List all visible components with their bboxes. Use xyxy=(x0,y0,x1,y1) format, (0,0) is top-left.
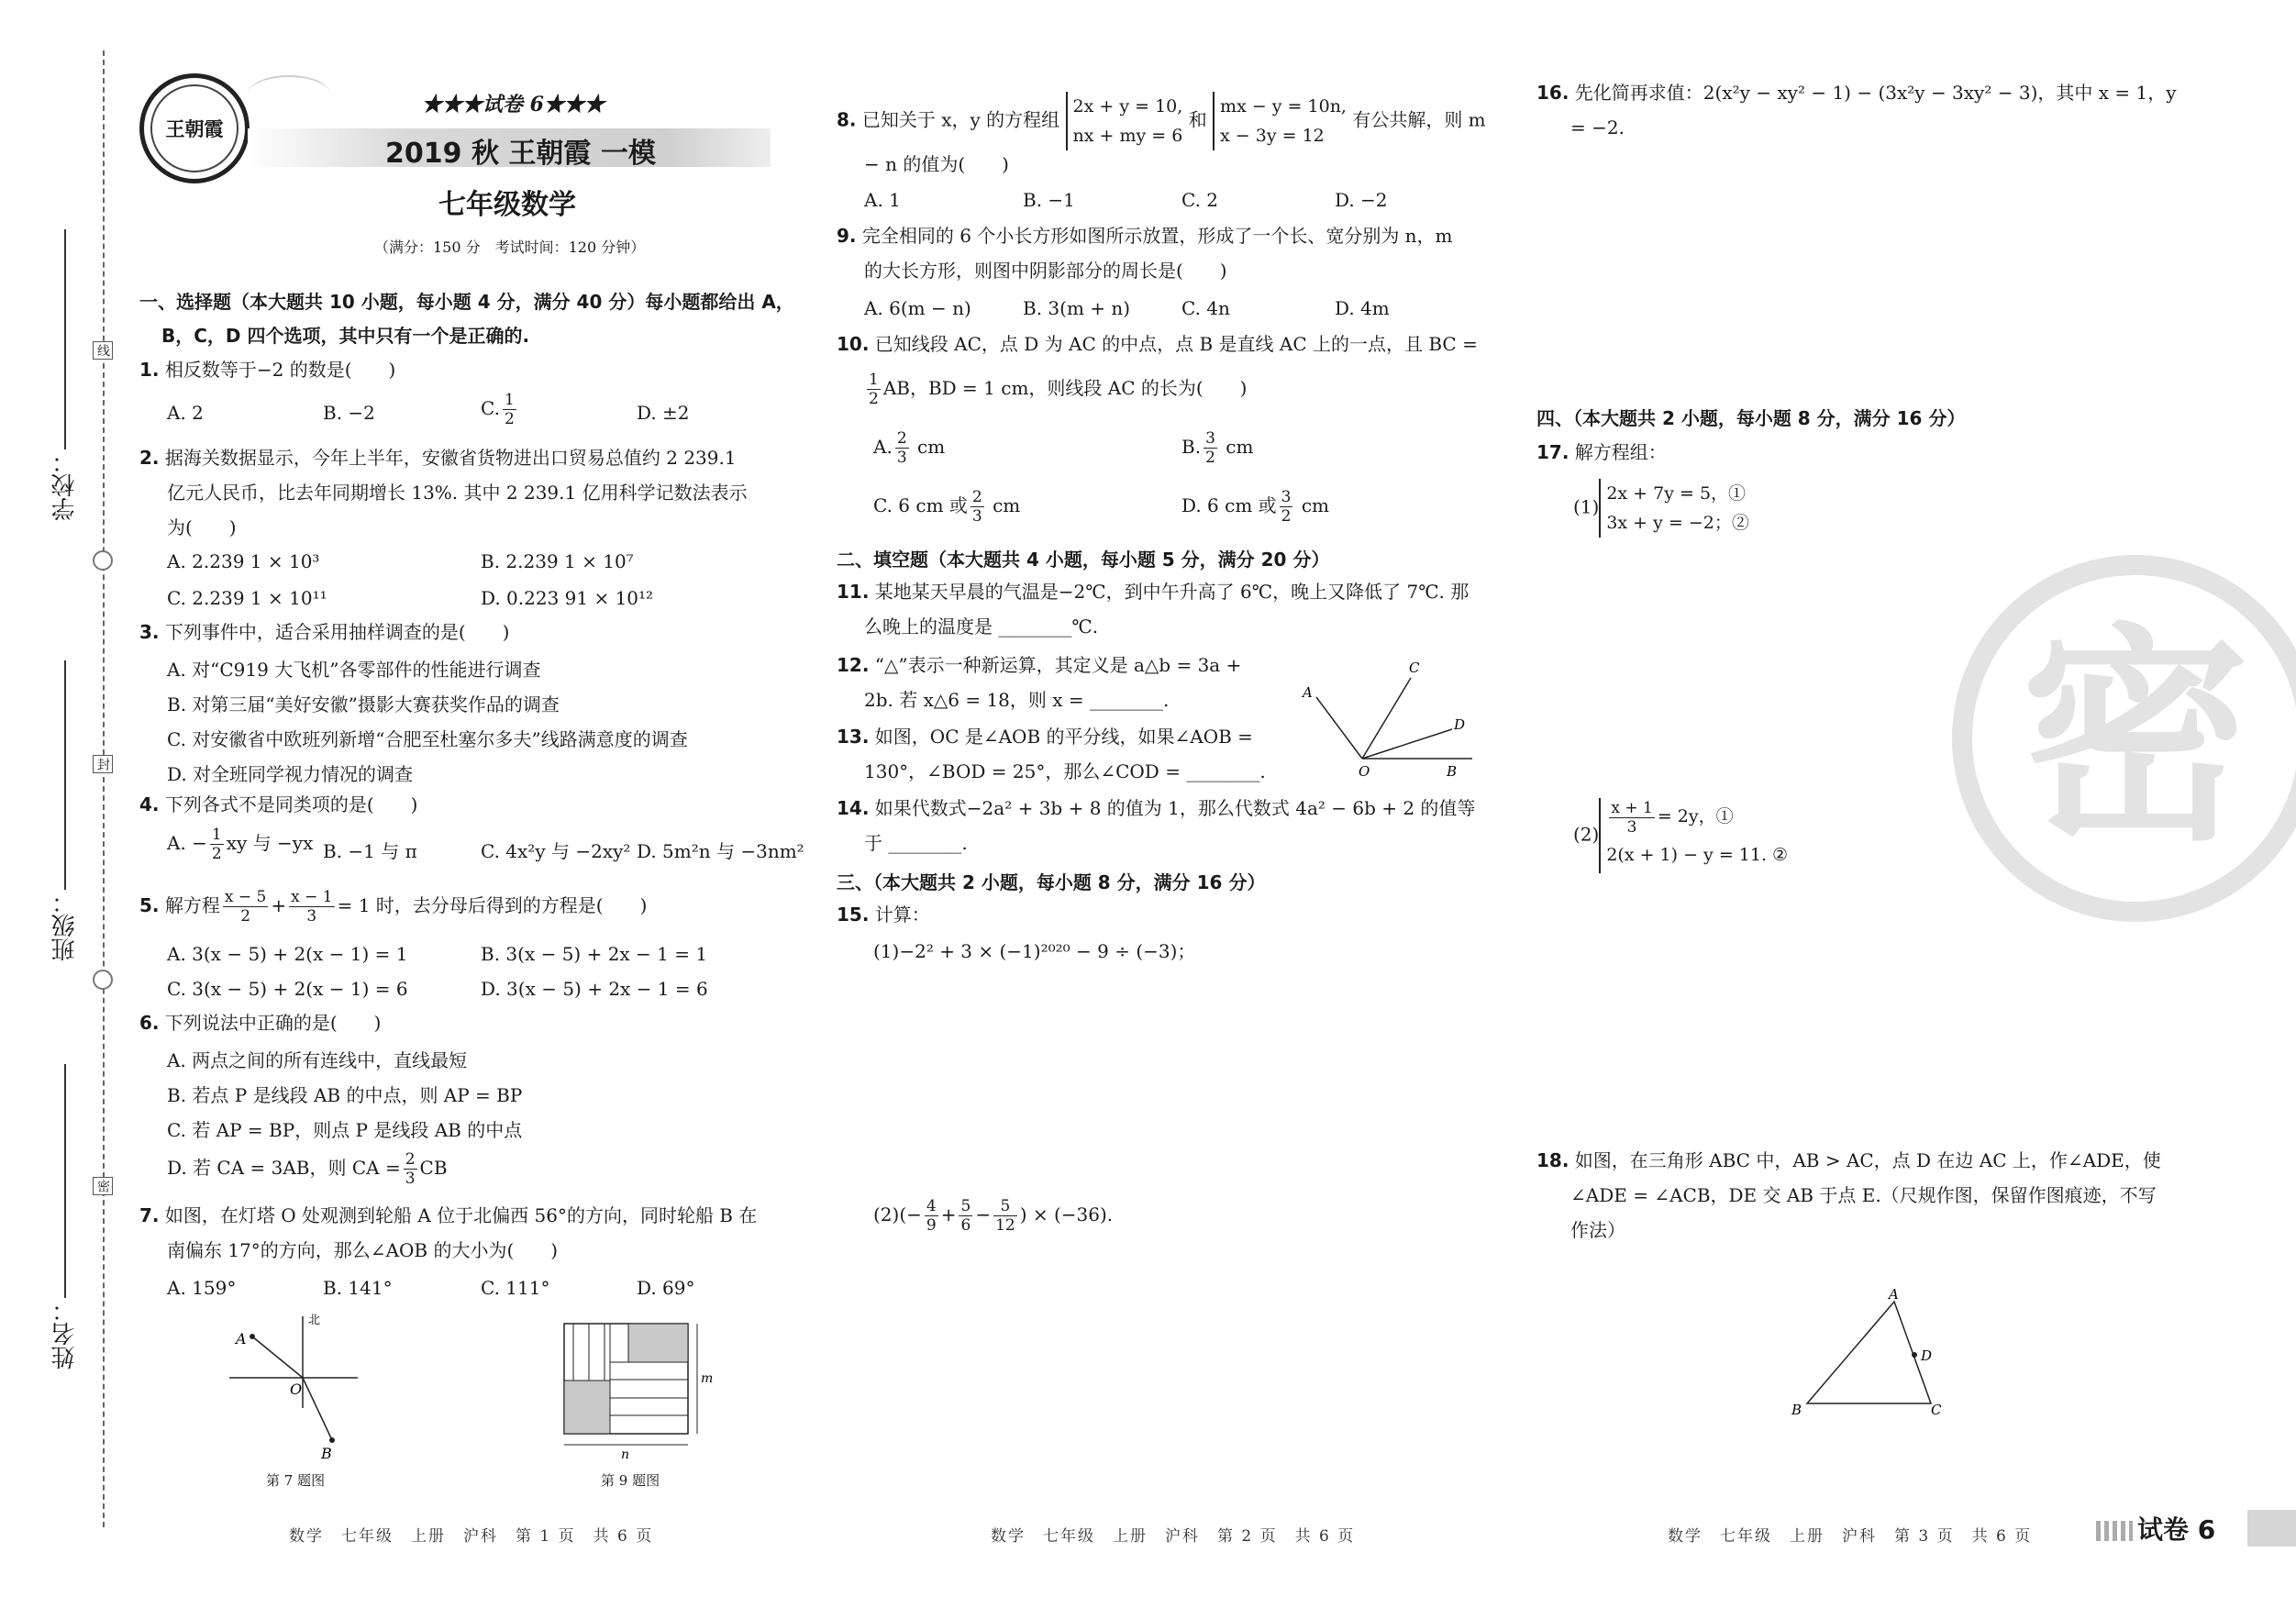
q5-fraction-1: $\frac{x - 5}{2}$ xyxy=(224,888,267,926)
fig18-label-d: D xyxy=(1921,1347,1933,1364)
q9-option-d[interactable]: D. 4m xyxy=(1335,297,1390,319)
q3-text: 下列事件中，适合采用抽样调查的是( ) xyxy=(164,621,510,643)
exam-meta: （满分：150 分 考试时间：120 分钟） xyxy=(374,238,646,256)
fig13-label-c: C xyxy=(1409,660,1420,676)
q9-line1: 完全相同的 6 个小长方形如图所示放置，形成了一个长、宽分别为 n，m xyxy=(861,225,1453,247)
q5-option-a[interactable]: A. 3(x − 5) + 2(x − 1) = 1 xyxy=(167,943,408,965)
q9-option-c[interactable]: C. 4n xyxy=(1181,297,1230,319)
q6-number: 6. xyxy=(139,1012,160,1034)
section1-title-2: B，C，D 四个选项，其中只有一个是正确的. xyxy=(161,325,530,347)
q8-pre: 已知关于 x，y 的方程组 xyxy=(861,108,1060,131)
footer-tag-bar xyxy=(2247,1510,2296,1547)
q15-fraction-3: $\frac{5}{12}$ xyxy=(995,1197,1015,1235)
q2-line3: 为( ) xyxy=(167,516,237,538)
q17-fraction: $\frac{x + 1}{3}$ xyxy=(1611,798,1653,837)
ribbon-decoration xyxy=(248,75,330,114)
fig18-label-b: B xyxy=(1791,1402,1802,1418)
q8-option-b[interactable]: B. −1 xyxy=(1023,189,1075,211)
q17-system-1: 2x + 7y = 5，① 3x + y = −2；② xyxy=(1599,479,1749,538)
q8-line2: − n 的值为( ) xyxy=(864,153,1009,175)
q15-part2: (2)(− $\frac{4}{9}$ + $\frac{5}{6}$ − $\frac{5}{12}$ ) × (−36). xyxy=(873,1197,1114,1235)
binder-hole-icon xyxy=(93,970,113,990)
subject-title: 七年级数学 xyxy=(438,189,576,221)
q1-c-label: C. xyxy=(481,397,500,419)
footer-dots-decoration xyxy=(2096,1521,2133,1541)
q12-number: 12. xyxy=(837,654,870,676)
q4-option-c[interactable]: C. 4x²y 与 −2xy² xyxy=(481,840,631,862)
q6-option-b[interactable]: B. 若点 P 是线段 AB 的中点，则 AP = BP xyxy=(167,1084,523,1106)
q9-line2: 的大长方形，则图中阴影部分的周长是( ) xyxy=(864,260,1227,282)
q16-line2: = −2. xyxy=(1570,116,1625,139)
q10-number: 10. xyxy=(837,333,870,355)
q17-number: 17. xyxy=(1536,441,1569,463)
name-field[interactable] xyxy=(64,1064,66,1298)
q1-option-c[interactable] xyxy=(481,391,519,428)
q8-option-d[interactable]: D. −2 xyxy=(1335,189,1388,211)
q17-answer-area-1[interactable] xyxy=(1573,550,1940,780)
q9-stem xyxy=(837,218,1453,253)
footer-page-2: 数学 七年级 上册 沪科 第 2 页 共 6 页 xyxy=(991,1527,1356,1546)
fig7-north-label: 北 xyxy=(308,1314,321,1327)
q4-stem xyxy=(139,787,417,822)
q8-and: 和 xyxy=(1188,108,1207,131)
figure-7-caption: 第 7 题图 xyxy=(266,1472,326,1489)
q2-option-b[interactable]: B. 2.239 1 × 10⁷ xyxy=(481,550,634,572)
q14-number: 14. xyxy=(837,797,870,819)
footer-paper-tag: 试卷 6 xyxy=(2137,1514,2216,1545)
q15-number: 15. xyxy=(837,904,870,926)
paper-tag: ★★★试卷 6★★★ xyxy=(422,93,605,116)
q1-option-b[interactable]: B. −2 xyxy=(323,402,375,424)
q12-line2: 2b. 若 x△6 = 18，则 x = ________. xyxy=(864,689,1170,711)
q16-line1: 先化简再求值：2(x²y − xy² − 1) − (3x²y − 3xy² − 3)，其中 x = 1，y xyxy=(1574,82,2177,104)
section3-title: 三、（本大题共 2 小题，每小题 8 分，满分 16 分） xyxy=(837,871,1266,893)
q16-stem xyxy=(1536,75,2177,110)
q10-fraction: $\frac{1}{2}$ xyxy=(869,371,879,408)
q16-answer-area[interactable] xyxy=(1570,151,2249,399)
figure-7-compass-diagram xyxy=(220,1307,376,1463)
q14-line2: 于 ________. xyxy=(864,832,968,854)
q3-number: 3. xyxy=(139,621,160,643)
q17-text: 解方程组： xyxy=(1574,441,1667,463)
figure-9-rectangles-diagram xyxy=(555,1316,720,1463)
name-label: 姓名： xyxy=(51,1298,79,1370)
seal-mark-mi: 密 xyxy=(93,1177,113,1195)
q3-option-b[interactable]: B. 对第三届“美好安徽”摄影大赛获奖作品的调查 xyxy=(167,693,560,715)
section2-title: 二、填空题（本大题共 4 小题，每小题 5 分，满分 20 分） xyxy=(837,549,1330,571)
q6-option-d[interactable] xyxy=(167,1150,448,1188)
watermark-text: 密 xyxy=(2021,604,2250,871)
q11-line2: 么晚上的温度是 ________℃. xyxy=(864,616,1099,638)
exam-title: 2019 秋 王朝霞 一模 xyxy=(385,138,656,170)
q1-text: 相反数等于−2 的数是( ) xyxy=(164,359,396,381)
q17-system-2: $\frac{x + 1}{3}$ = 2y，① 2(x + 1) − y = 11. ② xyxy=(1599,798,1788,873)
q2-option-c[interactable]: C. 2.239 1 × 10¹¹ xyxy=(167,587,327,609)
q10-line2 xyxy=(864,371,1248,408)
q4-option-b[interactable]: B. −1 与 π xyxy=(323,840,417,862)
q4-a-sign: A. − xyxy=(167,832,207,854)
q1-option-a[interactable]: A. 2 xyxy=(167,402,204,424)
q7-option-a[interactable]: A. 159° xyxy=(167,1277,237,1299)
q13-stem xyxy=(837,719,1253,754)
q7-option-b[interactable]: B. 141° xyxy=(323,1277,393,1299)
q5-number: 5. xyxy=(139,894,160,916)
q6-option-a[interactable]: A. 两点之间的所有连线中，直线最短 xyxy=(167,1049,468,1071)
q13-line2: 130°，∠BOD = 25°，那么∠COD = ________. xyxy=(864,760,1266,782)
q11-line1: 某地某天早晨的气温是−2℃，到中午升高了 6℃，晚上又降低了 7℃. 那 xyxy=(874,581,1470,603)
q18-stem xyxy=(1536,1143,2161,1178)
q2-number: 2. xyxy=(139,447,160,469)
fig9-label-n: n xyxy=(621,1447,630,1462)
q17-part2: (2) $\frac{x + 1}{3}$ = 2y，① 2(x + 1) − y = 11. ② xyxy=(1573,798,1788,873)
q5-option-b[interactable]: B. 3(x − 5) + 2x − 1 = 1 xyxy=(481,943,708,965)
school-field[interactable] xyxy=(64,229,66,449)
q15-stem xyxy=(837,897,930,932)
q2-stem xyxy=(139,440,737,475)
q15-answer-area-2[interactable] xyxy=(873,1257,1323,1486)
q6-d-fraction: $\frac{2}{3}$ xyxy=(405,1150,416,1188)
q10-c-fraction: $\frac{2}{3}$ xyxy=(971,488,982,526)
q13-number: 13. xyxy=(837,726,870,748)
q8-option-c[interactable]: C. 2 xyxy=(1181,189,1219,211)
q12-stem xyxy=(837,648,1241,682)
q3-option-c[interactable]: C. 对安徽省中欧班列新增“合肥至杜塞尔多夫”线路满意度的调查 xyxy=(167,728,688,750)
section1-title: 一、选择题（本大题共 10 小题，每小题 4 分，满分 40 分）每小题都给出 A， xyxy=(139,291,794,313)
q2-option-d[interactable]: D. 0.223 91 × 10¹² xyxy=(481,587,654,609)
q7-option-c[interactable]: C. 111° xyxy=(481,1277,550,1299)
section4-title: 四、（本大题共 2 小题，每小题 8 分，满分 16 分） xyxy=(1536,407,1966,429)
q5-stem xyxy=(139,888,647,926)
q7-option-d[interactable]: D. 69° xyxy=(637,1277,695,1299)
q7-line1: 如图，在灯塔 O 处观测到轮船 A 位于北偏西 56°的方向，同时轮船 B 在 xyxy=(164,1204,758,1226)
fig9-label-m: m xyxy=(701,1371,714,1386)
fig13-label-o: O xyxy=(1359,763,1370,780)
binding-dashed-line xyxy=(103,50,105,1527)
q8-system-1: 2x + y = 10, nx + my = 6 xyxy=(1066,92,1183,150)
q10-option-c[interactable]: C. 6 cm 或 $\frac{2}{3}$ cm xyxy=(873,488,1021,526)
q10-line1: 已知线段 AC，点 D 为 AC 的中点，点 B 是直线 AC 上的一点，且 BC = xyxy=(874,333,1478,355)
q9-option-b[interactable]: B. 3(m + n) xyxy=(1023,297,1131,319)
q7-stem xyxy=(139,1198,757,1233)
q17-stem xyxy=(1536,435,1667,470)
q1-stem xyxy=(139,352,395,387)
figure-13-angle-diagram xyxy=(1298,656,1481,784)
q3-stem xyxy=(139,615,509,649)
q4-option-d[interactable]: D. 5m²n 与 −3nm² xyxy=(637,840,804,862)
q5-fraction-2: $\frac{x - 1}{3}$ xyxy=(291,888,333,926)
figure-18-triangle-diagram xyxy=(1784,1289,1968,1426)
q4-a-rest: xy 与 −yx xyxy=(226,832,314,854)
q11-stem xyxy=(837,574,1469,609)
q18-line1: 如图，在三角形 ABC 中，AB > AC，点 D 在边 AC 上，作∠ADE，使 xyxy=(1574,1149,2161,1171)
q9-number: 9. xyxy=(837,225,857,247)
q8-number: 8. xyxy=(837,108,857,131)
fig18-label-a: A xyxy=(1889,1289,1899,1303)
q8-stem xyxy=(837,92,1486,150)
fig13-label-a: A xyxy=(1303,684,1313,701)
fig7-label-a: A xyxy=(236,1330,247,1347)
school-label: 学校： xyxy=(51,449,79,521)
q6-stem xyxy=(139,1005,381,1040)
q11-number: 11. xyxy=(837,581,870,603)
q9-option-a[interactable]: A. 6(m − n) xyxy=(864,297,971,319)
q6-d-post: CB xyxy=(419,1157,448,1179)
q3-option-a[interactable]: A. 对“C919 大飞机”各零部件的性能进行调查 xyxy=(167,659,541,681)
q1-option-d[interactable]: D. ±2 xyxy=(637,402,690,424)
fig13-label-d: D xyxy=(1454,716,1466,733)
q5-post: = 1 时，去分母后得到的方程是( ) xyxy=(337,894,648,916)
q4-a-fraction: $\frac{1}{2}$ xyxy=(211,826,222,863)
q10-stem xyxy=(837,327,1478,361)
q15-fraction-1: $\frac{4}{9}$ xyxy=(926,1197,937,1235)
q6-option-c[interactable]: C. 若 AP = BP，则点 P 是线段 AB 的中点 xyxy=(167,1119,523,1141)
q15-answer-area-1[interactable] xyxy=(873,972,1323,1183)
q15-fraction-2: $\frac{5}{6}$ xyxy=(960,1197,971,1235)
seal-mark-feng: 封 xyxy=(93,755,113,773)
watermark-seal xyxy=(1952,555,2296,922)
fig18-label-c: C xyxy=(1931,1402,1942,1418)
q7-number: 7. xyxy=(139,1204,160,1226)
q6-d-pre: D. 若 CA = 3AB，则 CA = xyxy=(167,1157,401,1179)
q14-line1: 如果代数式−2a² + 3b + 8 的值为 1，那么代数式 4a² − 6b + 2 的值等 xyxy=(874,797,1476,819)
q17-part1: (1) 2x + 7y = 5，① 3x + y = −2；② xyxy=(1573,479,1749,538)
q10-option-b[interactable]: B. $\frac{3}{2}$ cm xyxy=(1181,429,1254,467)
q15-text: 计算： xyxy=(874,904,930,926)
q1-c-fraction: $\frac{1}{2}$ xyxy=(504,391,515,428)
figure-9-caption: 第 9 题图 xyxy=(601,1472,660,1489)
q5-plus: + xyxy=(271,894,287,916)
logo-inner-ring xyxy=(150,84,238,172)
logo-text: 王朝霞 xyxy=(165,117,224,140)
q8-system-2: mx − y = 10n, x − 3y = 12 xyxy=(1213,92,1347,150)
seal-mark-xian: 线 xyxy=(93,341,113,360)
q8-post: 有公共解，则 m xyxy=(1352,108,1486,131)
q10-a-fraction: $\frac{2}{3}$ xyxy=(896,429,907,467)
q18-line2: ∠ADE = ∠ACB，DE 交 AB 于点 E.（尺规作图，保留作图痕迹，不写 xyxy=(1570,1184,2157,1206)
q5-option-c[interactable]: C. 3(x − 5) + 2(x − 1) = 6 xyxy=(167,978,408,1000)
q10-option-a[interactable]: A. $\frac{2}{3}$ cm xyxy=(873,429,946,467)
logo-badge xyxy=(139,73,250,183)
q18-number: 18. xyxy=(1536,1149,1569,1171)
footer-page-1: 数学 七年级 上册 沪科 第 1 页 共 6 页 xyxy=(289,1527,654,1546)
q2-option-a[interactable]: A. 2.239 1 × 10³ xyxy=(167,550,320,572)
q5-option-d[interactable]: D. 3(x − 5) + 2x − 1 = 6 xyxy=(481,978,708,1000)
q6-text: 下列说法中正确的是( ) xyxy=(164,1012,382,1034)
q4-option-a[interactable] xyxy=(167,826,313,863)
q10-b-fraction: $\frac{3}{2}$ xyxy=(1205,429,1215,467)
q3-option-d[interactable]: D. 对全班同学视力情况的调查 xyxy=(167,763,414,785)
fig7-label-b: B xyxy=(321,1445,332,1462)
q10-d-fraction: $\frac{3}{2}$ xyxy=(1281,488,1292,526)
q4-text: 下列各式不是同类项的是( ) xyxy=(164,793,418,815)
q10-option-d[interactable]: D. 6 cm 或 $\frac{3}{2}$ cm xyxy=(1181,488,1330,526)
q2-line2: 亿元人民币，比去年同期增长 13%. 其中 2 239.1 亿用科学记数法表示 xyxy=(167,482,748,504)
fig13-label-b: B xyxy=(1447,763,1458,780)
q7-line2: 南偏东 17°的方向，那么∠AOB 的大小为( ) xyxy=(167,1239,559,1261)
q17-answer-area-2[interactable] xyxy=(1573,908,1940,1128)
binder-hole-icon xyxy=(93,550,113,571)
q2-line1: 据海关数据显示，今年上半年，安徽省货物进出口贸易总值约 2 239.1 xyxy=(164,447,737,469)
q1-number: 1. xyxy=(139,359,160,381)
class-field[interactable] xyxy=(64,660,66,890)
q5-pre: 解方程 xyxy=(164,894,220,916)
q18-line3: 作法） xyxy=(1570,1219,1625,1241)
q16-number: 16. xyxy=(1536,82,1569,104)
q4-number: 4. xyxy=(139,793,160,815)
footer-page-3: 数学 七年级 上册 沪科 第 3 页 共 6 页 xyxy=(1668,1527,2033,1546)
class-label: 班级： xyxy=(51,890,79,961)
q15-part1: (1)−2² + 3 × (−1)²⁰²⁰ − 9 ÷ (−3)； xyxy=(873,940,1196,962)
q14-stem xyxy=(837,791,1475,826)
q10-line2-text: AB，BD = 1 cm，则线段 AC 的长为( ) xyxy=(882,377,1248,399)
fig7-label-o: O xyxy=(290,1381,303,1398)
q8-option-a[interactable]: A. 1 xyxy=(864,189,901,211)
q12-line1: “△”表示一种新运算，其定义是 a△b = 3a + xyxy=(874,654,1242,676)
q13-line1: 如图，OC 是∠AOB 的平分线，如果∠AOB = xyxy=(874,726,1253,748)
